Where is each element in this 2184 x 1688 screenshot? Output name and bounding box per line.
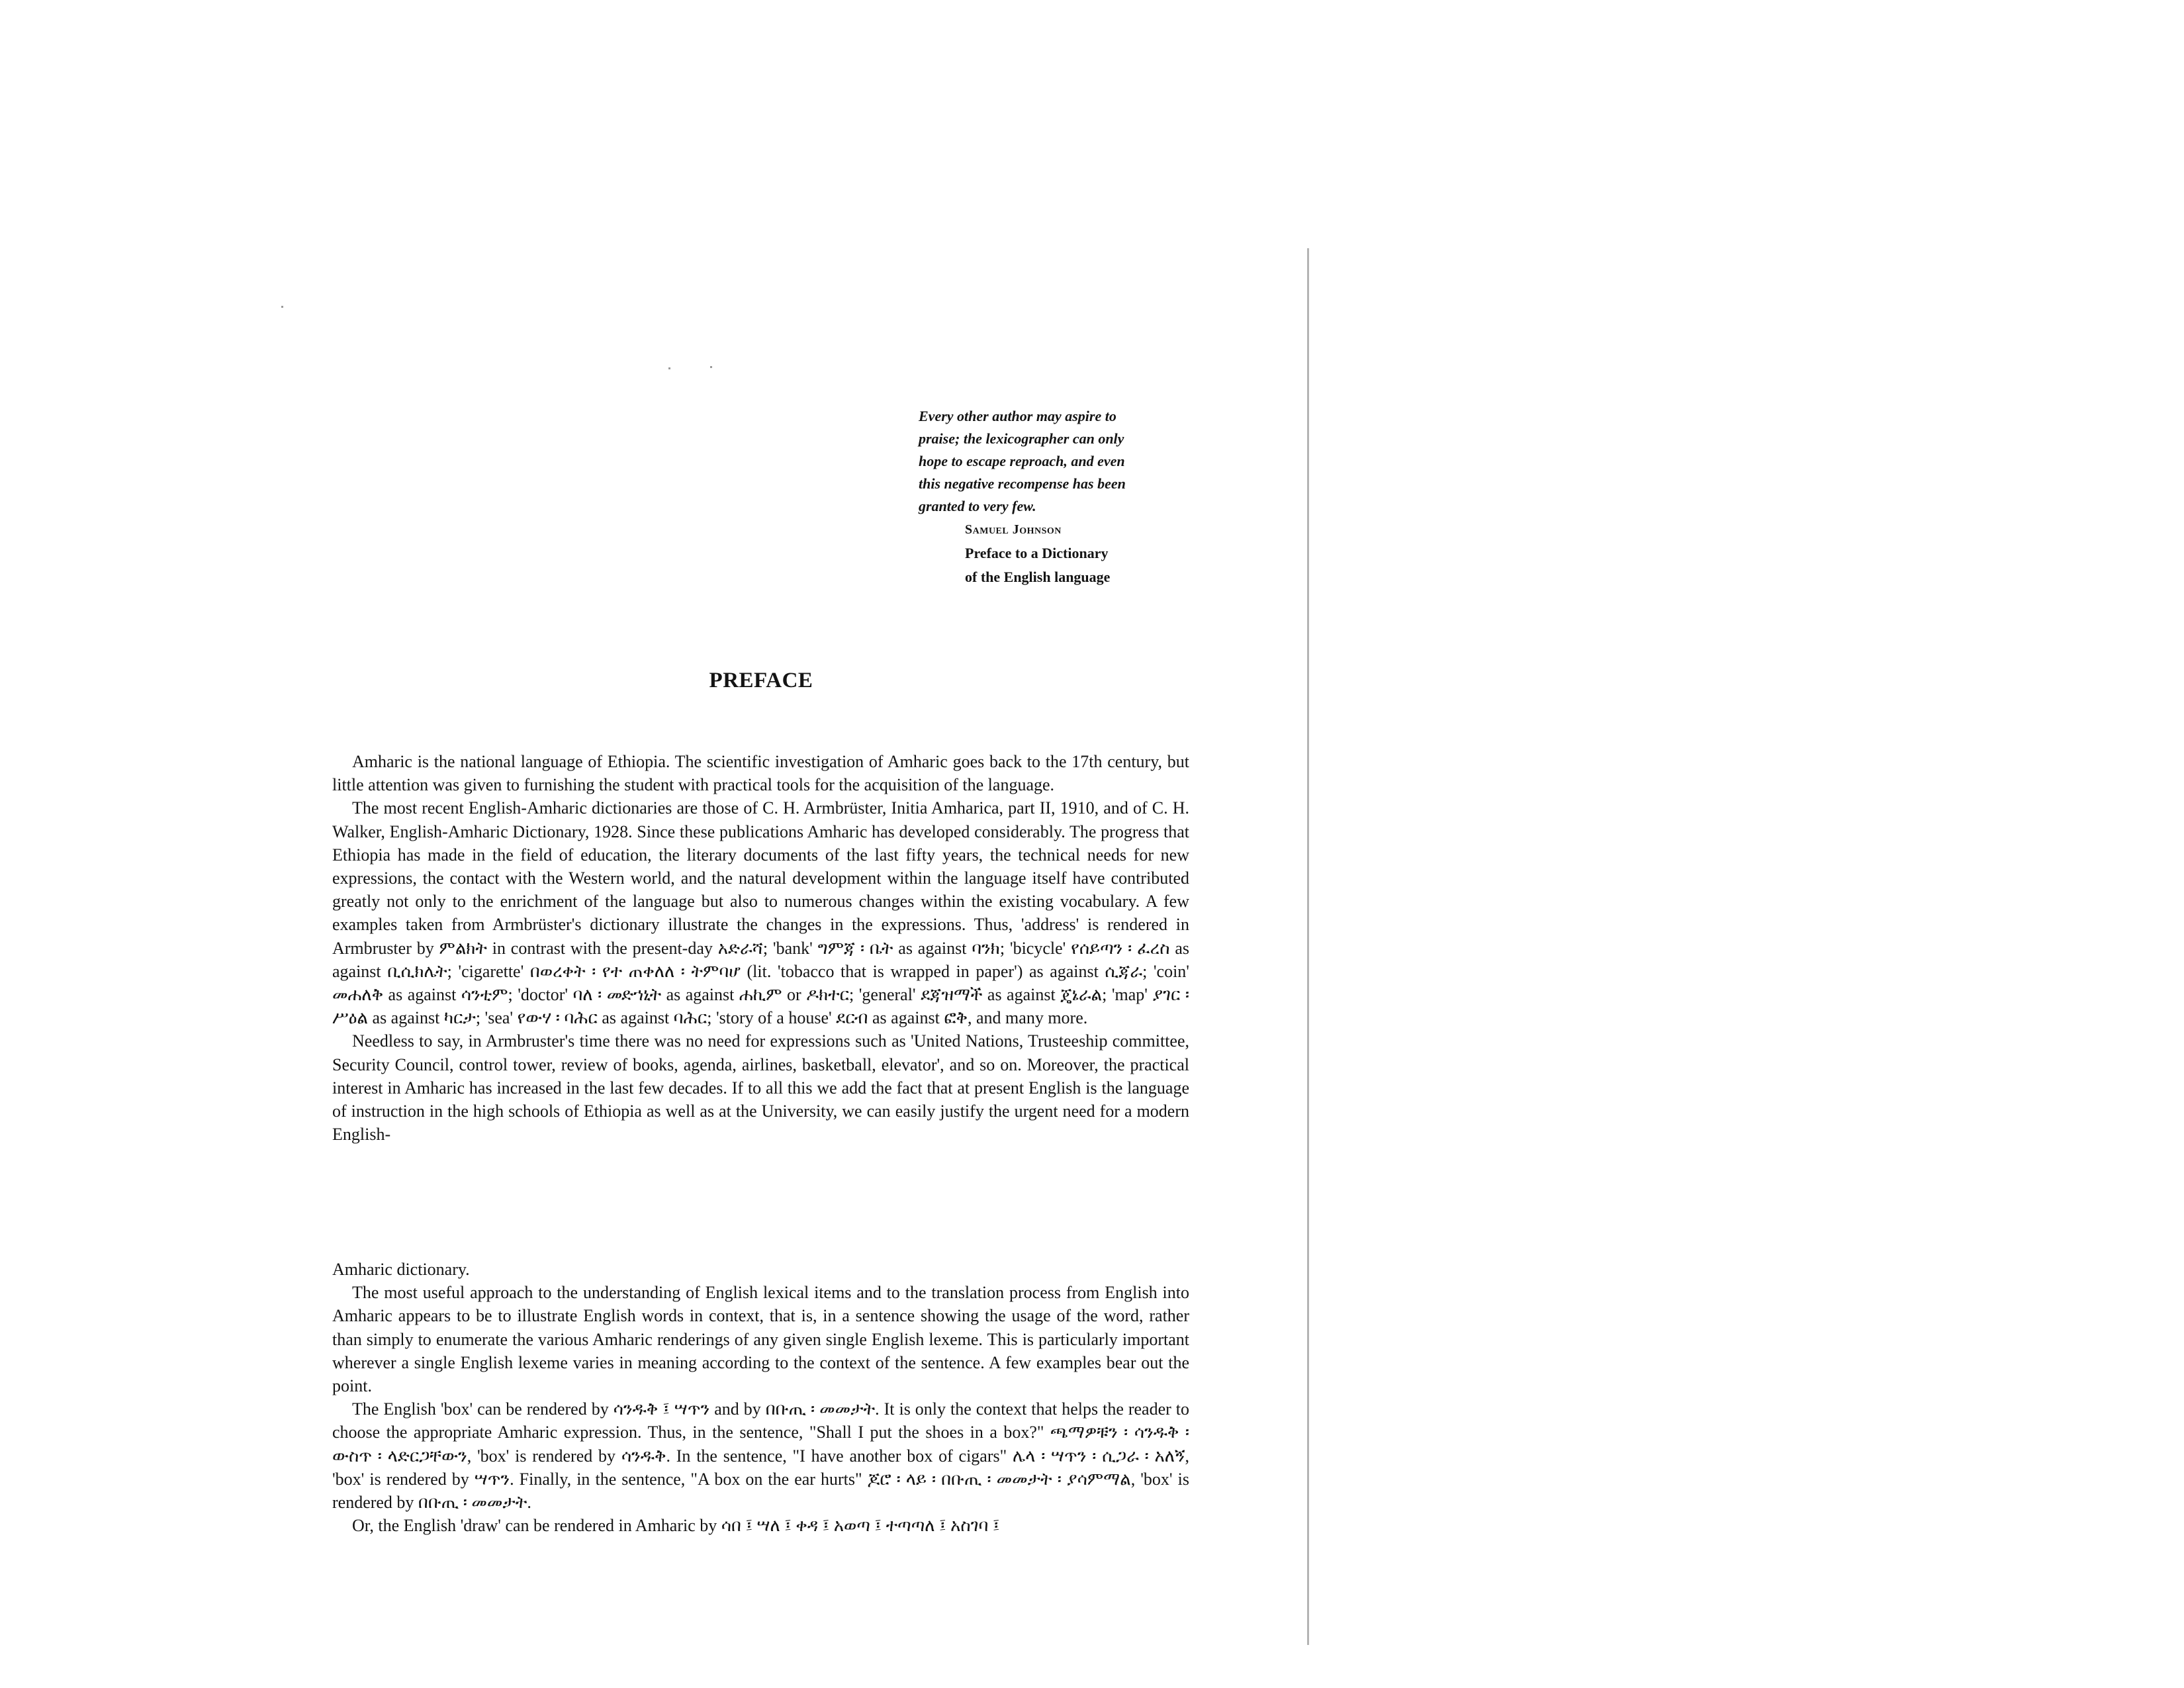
epigraph-line: granted to very few.	[919, 498, 1036, 514]
epigraph-line: hope to escape reproach, and even	[919, 453, 1125, 469]
preface-body	[332, 750, 1189, 1146]
body-paragraph: Amharic is the national language of Ethiopia. The scientific investigation of Amharic goes back to the 17th century, but little attention was given to furnishing the student with practical tools for the acquisition of the language.	[332, 752, 1189, 795]
body-paragraph: The most useful approach to the understanding of English lexical items and to the translation process from English into Amharic appears to be to illustrate English words in context, that is, in a sentence showing the usage of the word, rather than simply to enumerate the various Amharic renderings of any given single English lexeme. This is particularly important wherever a single English lexeme varies in meaning according to the context of the sentence. A few examples bear out the point.	[332, 1283, 1189, 1396]
page-title: PREFACE	[709, 669, 813, 692]
body-paragraph: Or, the English 'draw' can be rendered in Amharic by ሳበ ፤ ሣለ ፤ ቀዳ ፤ አወጣ ፤ ተጣጣለ ፤ አስገባ ፤	[352, 1516, 1000, 1536]
body-paragraph: Needless to say, in Armbruster's time there was no need for expressions such as 'United Nations, Trusteeship committee, Security Council, control tower, review of books, agenda, airlines, basketball, elevator', and so on. Moreover, the practical interest in Amharic has increased in the last few decades. If to all this we add the fact that at present English is the language of instruction in the high schools of Ethiopia as well as at the University, we can easily justify the urgent need for a modern English-	[332, 1031, 1189, 1145]
page-edge-rule	[1307, 248, 1309, 1645]
epigraph-line: this negative recompense has been	[919, 475, 1126, 492]
scan-speck	[710, 366, 712, 368]
preface-body-continued	[332, 1258, 1189, 1537]
epigraph-source: of the English language	[965, 569, 1111, 585]
epigraph-quote	[919, 405, 1197, 518]
epigraph-attribution	[965, 518, 1203, 589]
epigraph-line: praise; the lexicographer can only	[919, 430, 1124, 447]
epigraph-line: Every other author may aspire to	[919, 408, 1116, 424]
body-paragraph: The English 'box' can be rendered by ሳንዱቅ ፤ ሣጥን and by በቡጢ ፡ መመታት. It is only the context that helps the reader to choose the appropriate Amharic expression. Thus, in the sentence, "Shall I put the shoes in a box?" ጫማዎቹን ፡ ሳንዱቅ ፡ ውስጥ ፡ ላድርጋቸውን, 'box' is rendered by ሳንዱቅ. In the sentence, "I have another box of cigars" ሌላ ፡ ሣጥን ፡ ሲጋራ ፡ አለኝ, 'box' is rendered by ሣጥን. Finally, in the sentence, "A box on the ear hurts" ጆሮ ፡ ላይ ፡ በቡጢ ፡ መመታት ፡ ያሳምማል, 'box' is rendered by በቡጢ ፡ መመታት.	[332, 1399, 1189, 1513]
body-paragraph: The most recent English-Amharic dictionaries are those of C. H. Armbrüster, Initia Amharica, part II, 1910, and of C. H. Walker, English-Amharic Dictionary, 1928. Since these publications Amharic has developed considerably. The progress that Ethiopia has made in the field of education, the literary documents of the last fifty years, the technical needs for new expressions, the contact with the Western world, and the natural development within the language itself have contributed greatly not only to the enrichment of the language but also to numerous changes within the existing vocabulary. A few examples taken from Armbrüster's dictionary illustrate the changes in the expressions. Thus, 'address' is rendered in Armbruster by ምልክት in contrast with the present-day አድራሻ; 'bank' ግምጃ ፡ ቤት as against ባንክ; 'bicycle' የሰይጣን ፡ ፈረስ as against ቢሲክሌት; 'cigarette' በወረቀት ፡ የተ ጠቀለለ ፡ ትምባሆ (lit. 'tobacco that is wrapped in paper') as against ሲጃራ; 'coin' መሐለቅ as against ሳንቲም; 'doctor' ባለ ፡ መድኀኒት as against ሐኪም or ዶክተር; 'general' ደጃዝማች as against ጄኔራል; 'map' ያገር ፡ ሥዕል as against ካርታ; 'sea' የውሃ ፡ ባሕር as against ባሕር; 'story of a house' ደርብ as against ፎቅ, and many more.	[332, 798, 1189, 1028]
scan-speck	[281, 306, 283, 308]
epigraph-author: Samuel Johnson	[965, 522, 1062, 537]
body-paragraph: Amharic dictionary.	[332, 1260, 470, 1279]
epigraph-source: Preface to a Dictionary	[965, 545, 1109, 561]
scan-speck	[668, 367, 670, 369]
